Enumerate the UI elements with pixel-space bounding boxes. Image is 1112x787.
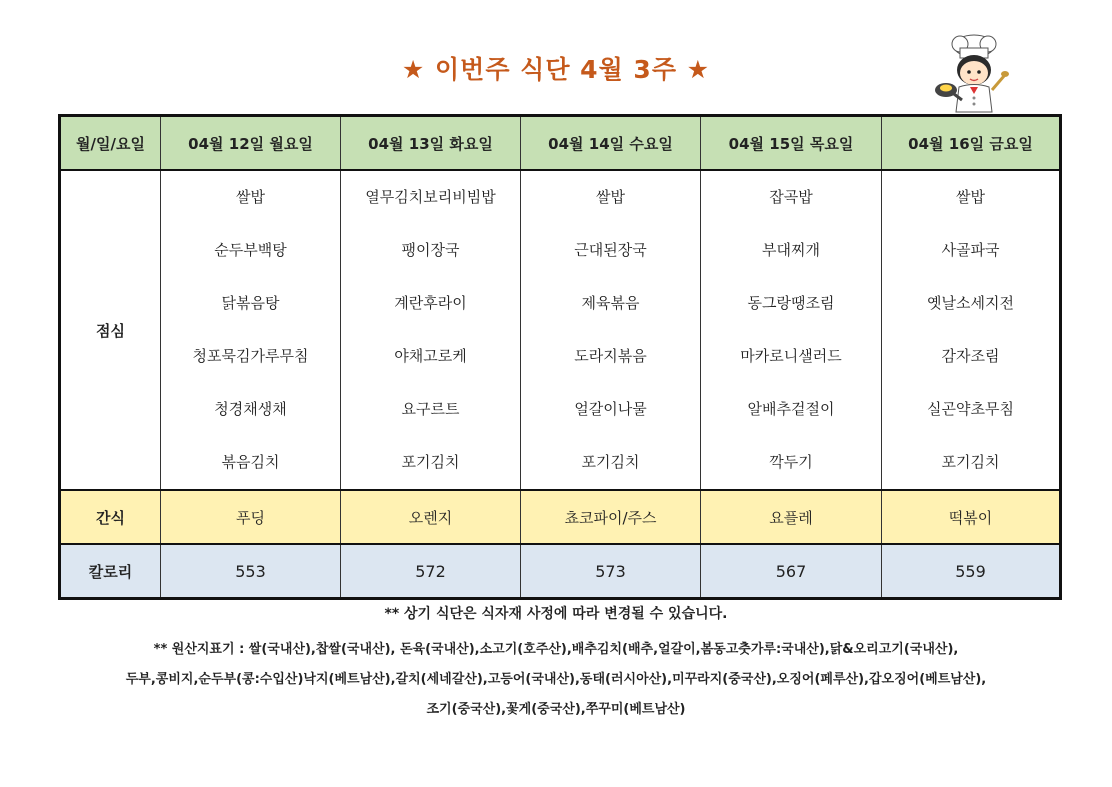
dish: 사골파국 bbox=[941, 241, 1000, 259]
dish: 근대된장국 bbox=[574, 241, 647, 259]
dish: 청경채생채 bbox=[214, 400, 287, 418]
dish: 열무김치보리비빔밥 bbox=[365, 188, 496, 206]
origin-notice bbox=[0, 635, 1112, 725]
dish: 마카로니샐러드 bbox=[740, 347, 842, 365]
dish: 쌀밥 bbox=[956, 188, 985, 206]
lunch-cell-tue bbox=[341, 170, 521, 490]
lunch-cell-wed bbox=[521, 170, 701, 490]
dish: 알배추겉절이 bbox=[747, 400, 835, 418]
lunch-label: 점심 bbox=[60, 170, 161, 490]
calorie-cell: 553 bbox=[161, 544, 341, 599]
dish: 닭볶음탕 bbox=[221, 294, 280, 312]
dish: 포기김치 bbox=[401, 453, 460, 471]
day-header: 04월 14일 수요일 bbox=[521, 116, 701, 171]
dish: 포기김치 bbox=[581, 453, 640, 471]
dish: 얼갈이나물 bbox=[574, 400, 647, 418]
day-header: 04월 16일 금요일 bbox=[882, 116, 1061, 171]
origin-line: 두부,콩비지,순두부(콩:수입산)낙지(베트남산),갈치(세네갈산),고등어(국내산),동태(러시아산),미꾸라지(중국산),오징어(페루산),갑오징어(베트남산), bbox=[125, 672, 987, 687]
menu-table bbox=[58, 114, 1062, 600]
day-header: 04월 12일 월요일 bbox=[161, 116, 341, 171]
dish: 순두부백탕 bbox=[214, 241, 287, 259]
dish: 청포묵김가루무침 bbox=[192, 347, 309, 365]
day-header: 04월 15일 목요일 bbox=[701, 116, 882, 171]
calorie-row bbox=[60, 544, 1061, 599]
dish: 동그랑땡조림 bbox=[747, 294, 835, 312]
dish: 깍두기 bbox=[769, 453, 813, 471]
calorie-cell: 567 bbox=[701, 544, 882, 599]
snack-cell: 오렌지 bbox=[341, 490, 521, 544]
origin-line: ** 원산지표기 : 쌀(국내산),찹쌀(국내산), 돈육(국내산),소고기(호주산),배추김치(배추,얼갈이,봄동고춧가루:국내산),닭&오리고기(국내산), bbox=[153, 642, 959, 657]
dish: 부대찌개 bbox=[762, 241, 820, 259]
day-header: 04월 13일 화요일 bbox=[341, 116, 521, 171]
dish: 실곤약초무침 bbox=[927, 400, 1014, 418]
dish: 제육볶음 bbox=[581, 294, 640, 312]
dish: 감자조림 bbox=[941, 347, 1000, 365]
dish: 쌀밥 bbox=[236, 188, 265, 206]
lunch-cell-mon bbox=[161, 170, 341, 490]
snack-cell: 푸딩 bbox=[161, 490, 341, 544]
dish: 쌀밥 bbox=[596, 188, 625, 206]
calorie-label: 칼로리 bbox=[60, 544, 161, 599]
dish: 야채고로케 bbox=[394, 347, 467, 365]
dish: 볶음김치 bbox=[221, 453, 280, 471]
lunch-cell-fri bbox=[882, 170, 1061, 490]
page-title: ★ 이번주 식단 4월 3주 ★ bbox=[401, 55, 711, 84]
dish: 잡곡밥 bbox=[769, 188, 813, 206]
snack-cell: 떡볶이 bbox=[882, 490, 1061, 544]
dish: 계란후라이 bbox=[394, 294, 467, 312]
lunch-cell-thu bbox=[701, 170, 882, 490]
dish: 포기김치 bbox=[941, 453, 1000, 471]
dish: 도라지볶음 bbox=[574, 347, 647, 365]
lunch-row bbox=[60, 170, 1061, 490]
snack-label: 간식 bbox=[60, 490, 161, 544]
dish: 요구르트 bbox=[401, 400, 460, 418]
snack-cell: 쵸코파이/주스 bbox=[521, 490, 701, 544]
snack-row bbox=[60, 490, 1061, 544]
dish: 옛날소세지전 bbox=[927, 294, 1014, 312]
header-label: 월/일/요일 bbox=[60, 116, 161, 171]
snack-cell: 요플레 bbox=[701, 490, 882, 544]
chef-icon bbox=[932, 32, 1012, 118]
header-row bbox=[60, 116, 1061, 171]
calorie-cell: 573 bbox=[521, 544, 701, 599]
dish: 팽이장국 bbox=[401, 241, 460, 259]
change-notice: ** 상기 식단은 식자재 사정에 따라 변경될 수 있습니다. bbox=[384, 606, 728, 622]
calorie-cell: 572 bbox=[341, 544, 521, 599]
origin-line: 조기(중국산),꽃게(중국산),쭈꾸미(베트남산) bbox=[426, 702, 686, 717]
calorie-cell: 559 bbox=[882, 544, 1061, 599]
